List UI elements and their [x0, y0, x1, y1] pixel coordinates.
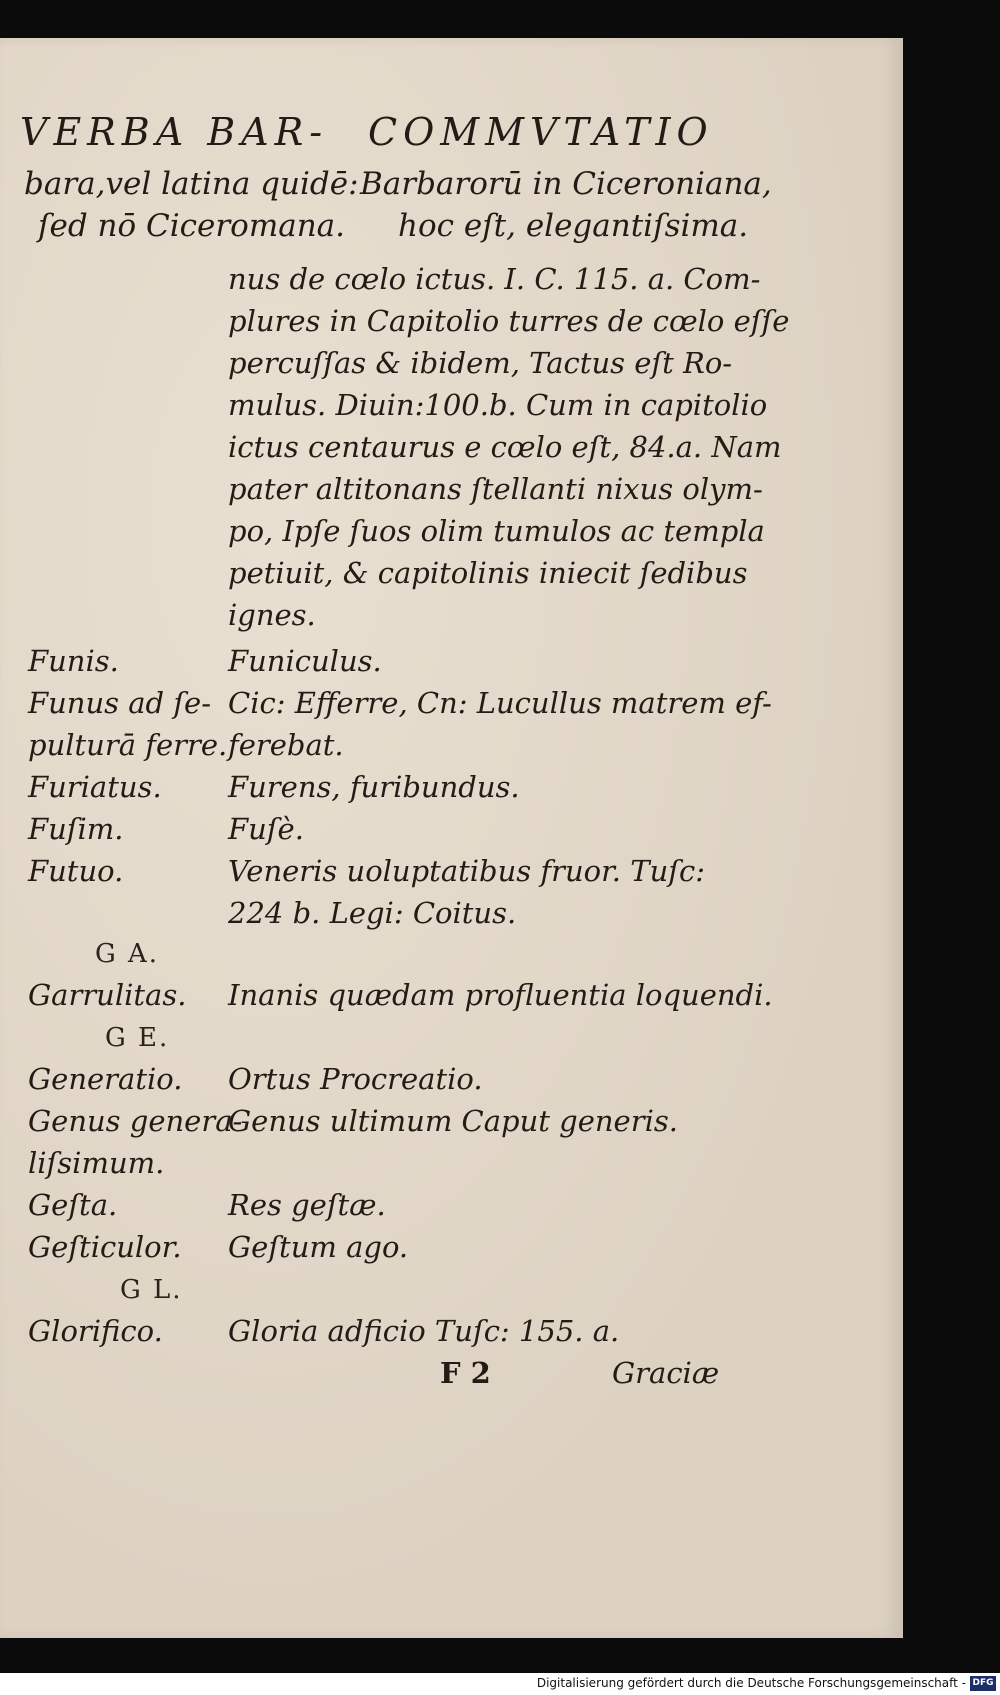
entry-term: Funus ad ſe- — [28, 686, 212, 720]
entry-term: Fuſim. — [28, 812, 124, 846]
header-left-line1: bara,vel latina quidē: — [24, 166, 359, 202]
entry-term: liſsimum. — [28, 1146, 165, 1180]
header-left-line2: ſed nō Ciceromana. — [38, 208, 346, 244]
entry-translation: Fuſè. — [228, 812, 304, 846]
entry-term: pulturā ferre. — [28, 728, 228, 762]
entry-translation: Genus ultimum Caput generis. — [228, 1104, 678, 1138]
entry-translation: Ortus Procreatio. — [228, 1062, 483, 1096]
section-heading-ge: G E. — [105, 1023, 170, 1053]
section-heading-gl: G L. — [120, 1275, 183, 1305]
entry-term: Futuo. — [28, 854, 124, 888]
continuation-line: petiuit, & capitolinis iniecit ſedibus — [228, 556, 748, 590]
entry-translation: Geſtum ago. — [228, 1230, 409, 1264]
entry-translation: Funiculus. — [228, 644, 382, 678]
entry-translation: Veneris uoluptatibus fruor. Tuſc: — [228, 854, 705, 888]
continuation-line: pater altitonans ſtellanti nixus olym- — [228, 472, 763, 506]
entry-translation: ferebat. — [228, 728, 344, 762]
entry-translation: Cic: Efferre, Cn: Lucullus matrem ef- — [228, 686, 772, 720]
entry-term: Garrulitas. — [28, 978, 187, 1012]
entry-term: Funis. — [28, 644, 119, 678]
entry-translation: Inanis quædam profluentia loquendi. — [228, 978, 773, 1012]
header-left-caps: VERBA BAR- — [20, 110, 329, 154]
entry-translation: Res geſtæ. — [228, 1188, 386, 1222]
signature-mark: F 2 — [440, 1356, 491, 1390]
entry-term: Genus genera- — [28, 1104, 243, 1138]
continuation-line: po, Ipſe ſuos olim tumulos ac templa — [228, 514, 765, 548]
continuation-line: percuſſas & ibidem, Tactus eſt Ro- — [228, 346, 733, 380]
header-right-line1: Barbarorū in Ciceroniana, — [360, 166, 772, 202]
entry-translation: Furens, furibundus. — [228, 770, 520, 804]
header-right-line2: hoc eſt, elegantiſsima. — [398, 208, 749, 244]
entry-term: Generatio. — [28, 1062, 183, 1096]
book-page — [0, 38, 903, 1638]
entry-term: Geſta. — [28, 1188, 118, 1222]
continuation-line: plures in Capitolio turres de cœlo eſſe — [228, 304, 790, 338]
continuation-line: ictus centaurus e cœlo eſt, 84.a. Nam — [228, 430, 782, 464]
continuation-line: ignes. — [228, 598, 316, 632]
entry-translation: 224 b. Legi: Coitus. — [228, 896, 517, 930]
section-heading-ga: G A. — [95, 939, 160, 969]
continuation-line: nus de cœlo ictus. I. C. 115. a. Com- — [228, 262, 761, 296]
catchword: Graciæ — [612, 1356, 720, 1390]
header-right-caps: COMMVTATIO — [368, 110, 714, 154]
footer-credit: Digitalisierung gefördert durch die Deutsche Forschungsgemeinschaft - — [536, 1676, 966, 1690]
digitization-footer — [0, 1673, 1000, 1695]
continuation-line: mulus. Diuin:100.b. Cum in capitolio — [228, 388, 768, 422]
entry-term: Geſticulor. — [28, 1230, 182, 1264]
entry-translation: Gloria adficio Tuſc: 155. a. — [228, 1314, 620, 1348]
entry-term: Furiatus. — [28, 770, 162, 804]
dfg-logo-icon: DFG — [970, 1676, 996, 1691]
entry-term: Glorifico. — [28, 1314, 163, 1348]
